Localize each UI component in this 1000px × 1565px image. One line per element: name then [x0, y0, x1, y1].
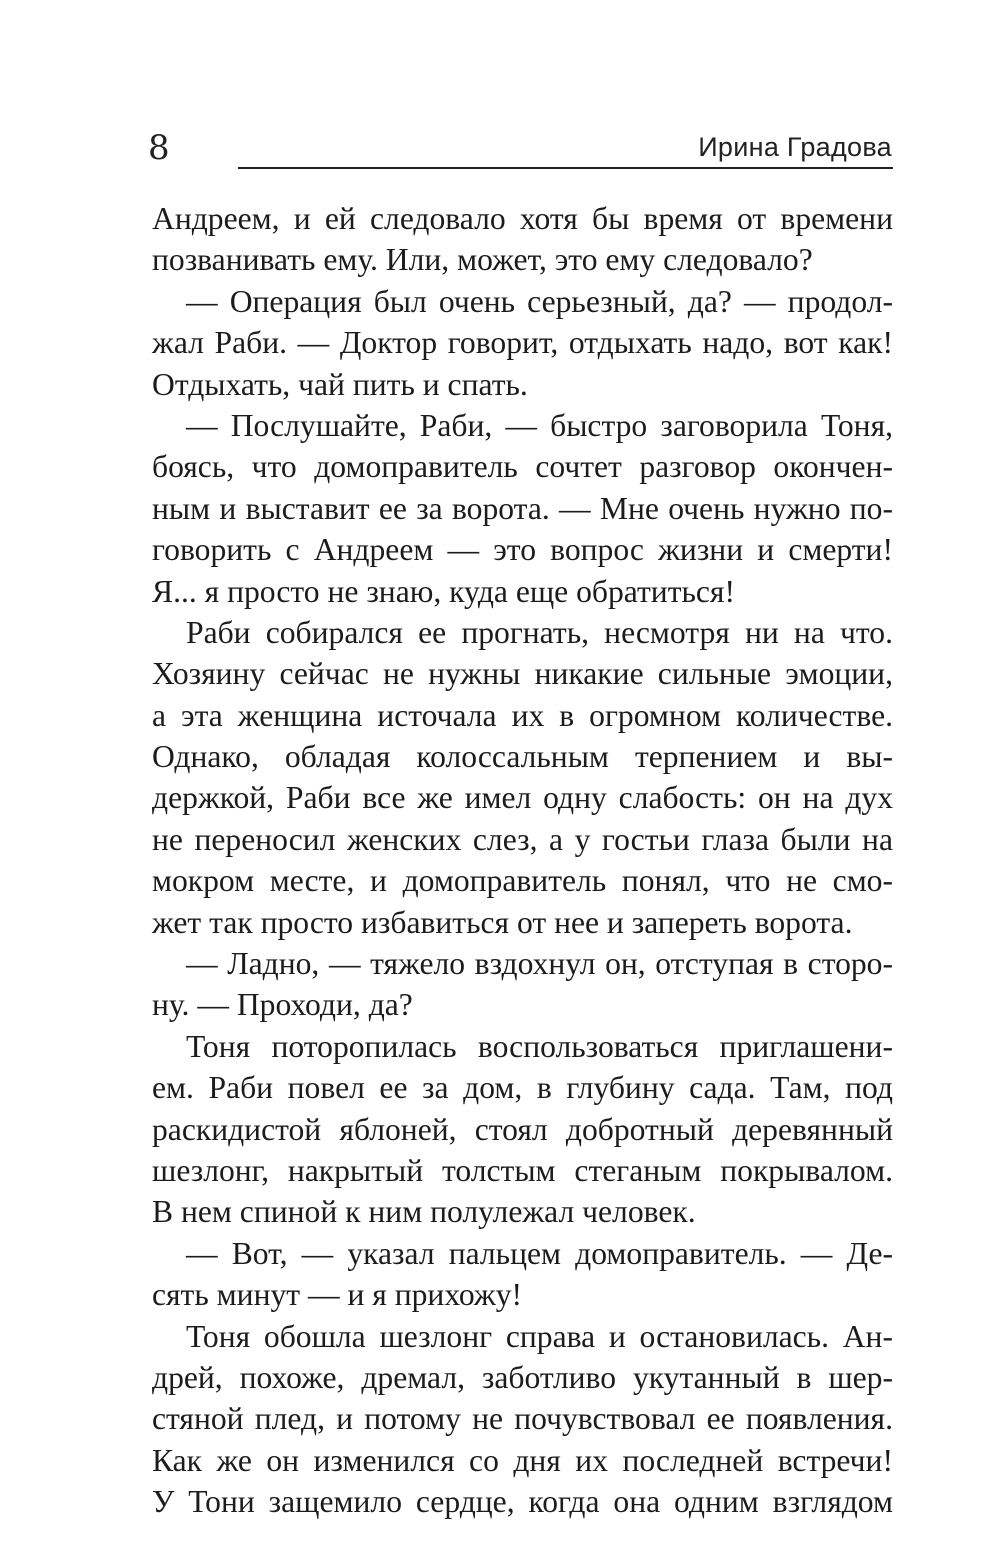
text-line: Тоня обошла шезлонг справа и остановилась. Ан-	[186, 1318, 893, 1354]
text-line: — Ладно, — тяжело вздохнул он, отступая в сторо-	[186, 946, 893, 982]
text-line: Однако, обладая колоссальным терпением и вы-	[152, 739, 893, 775]
page-number: 8	[148, 128, 170, 168]
text-line: У Тони защемило сердце, когда она одним взглядом	[152, 1484, 893, 1520]
text-line: мокром месте, и домоправитель понял, что не смо-	[152, 863, 893, 899]
text-line: жал Раби. — Доктор говорит, отдыхать надо, вот как!	[152, 325, 893, 361]
text-line: раскидистой яблоней, стоял добротный деревянный	[152, 1111, 893, 1147]
text-line: Андреем, и ей следовало хотя бы время от времени	[152, 201, 893, 236]
text-line: ну. — Проходи, да?	[152, 987, 413, 1023]
text-line: В нем спиной к ним полулежал человек.	[152, 1194, 696, 1230]
text-line: не переносил женских слез, а у гостьи глаза были на	[152, 821, 893, 857]
text-line: ем. Раби повел ее за дом, в глубину сада. Там, под	[152, 1070, 893, 1106]
text-line: Хозяину сейчас не нужны никакие сильные эмоции,	[152, 656, 893, 692]
text-line: держкой, Раби все же имел одну слабость: он на дух	[152, 780, 893, 816]
text-line: Как же он изменился со дня их последней встречи!	[152, 1442, 893, 1478]
text-line: жет так просто избавиться от нее и запереть ворота.	[152, 904, 853, 940]
text-line: сять минут — и я прихожу!	[152, 1277, 523, 1313]
text-line: говорить с Андреем — это вопрос жизни и смерти!	[152, 532, 893, 568]
header-rule	[238, 167, 893, 169]
text-line: — Вот, — указал пальцем домоправитель. — Де-	[186, 1235, 893, 1271]
text-line: Тоня поторопилась воспользоваться приглашени-	[186, 1028, 893, 1064]
running-head-author: Ирина Градова	[698, 132, 892, 162]
text-line: боясь, что домоправитель сочтет разговор окончен-	[152, 449, 893, 485]
text-line: Раби собирался ее прогнать, несмотря ни на что.	[186, 614, 893, 650]
text-line: ным и выставит ее за ворота. — Мне очень нужно по-	[152, 490, 893, 526]
body-text	[152, 198, 893, 1523]
text-line: шезлонг, накрытый толстым стеганым покрывалом.	[152, 1152, 893, 1188]
text-line: стяной плед, и потому не почувствовал ее появления.	[152, 1401, 893, 1437]
text-line: а эта женщина источала их в огромном количестве.	[152, 697, 893, 733]
text-line: Отдыхать, чай пить и спать.	[152, 366, 528, 402]
text-line: дрей, похоже, дремал, заботливо укутанный в шер-	[152, 1359, 893, 1395]
text-line: Я... я просто не знаю, куда еще обратиться!	[152, 573, 735, 609]
text-line: — Послушайте, Раби, — быстро заговорила Тоня,	[186, 407, 893, 443]
text-line: — Операция был очень серьезный, да? — продол-	[186, 283, 893, 319]
text-line: позванивать ему. Или, может, это ему следовало?	[152, 242, 813, 278]
